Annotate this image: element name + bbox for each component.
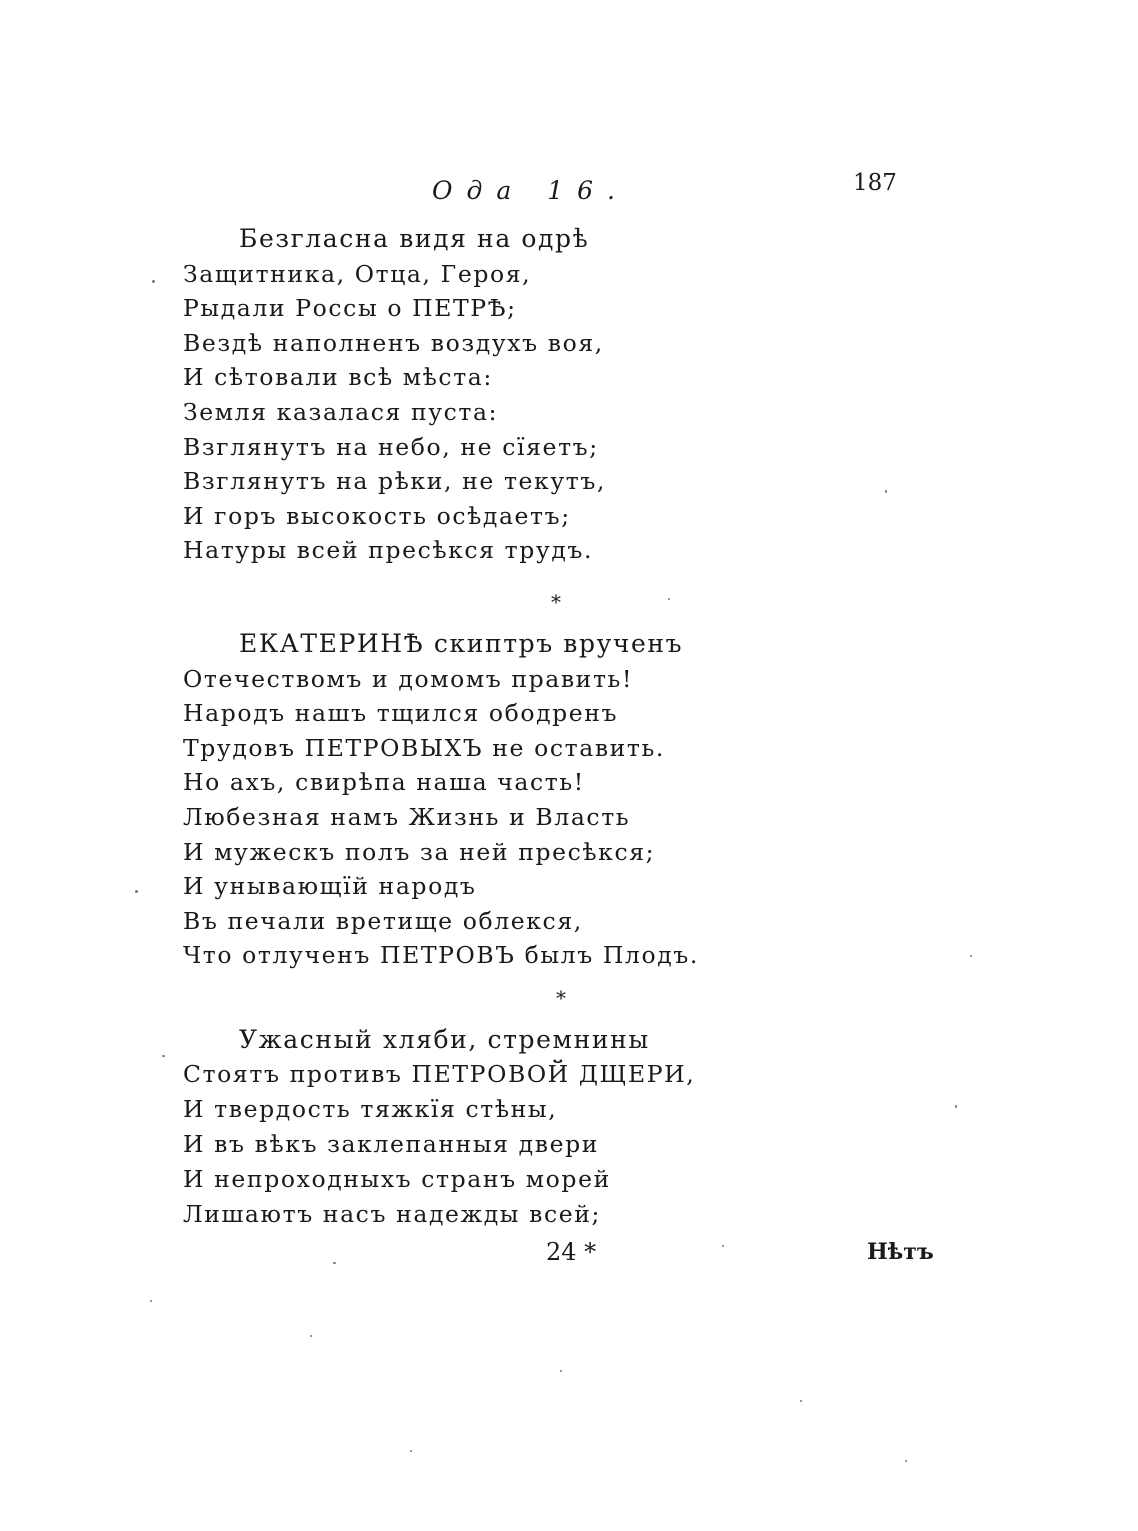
scan-speck <box>970 955 972 957</box>
stanza-separator: * <box>556 986 566 1010</box>
verse-line: Рыдали Россы о ПЕТРѢ; <box>183 294 517 323</box>
verse-line: И твердость тяжкїя стѣны, <box>183 1095 558 1123</box>
stanza-3 <box>183 1022 743 1232</box>
stanza-2 <box>183 627 743 973</box>
scan-speck <box>333 1262 336 1264</box>
scan-speck <box>310 1335 312 1337</box>
verse-line: Ужасный хляби, стремнины <box>239 1025 650 1054</box>
verse-line: Въ печали вретище облекся, <box>183 906 583 935</box>
page-number: 187 <box>853 170 897 196</box>
verse-line: Отечествомъ и домомъ править! <box>183 664 633 693</box>
verse-line: Трудовъ ПЕТРОВЫХЪ не оставить. <box>183 733 665 762</box>
verse-line: Любезная намъ Жизнь и Власть <box>183 802 631 831</box>
scan-speck <box>150 1300 152 1302</box>
verse-line: И унывающїй народъ <box>183 872 477 901</box>
scan-speck <box>152 280 155 283</box>
stanza-separator: * <box>551 590 561 614</box>
scan-speck <box>560 1370 562 1372</box>
verse-line: Безгласна видя на одрѣ <box>239 224 590 253</box>
scan-speck <box>135 890 138 893</box>
verse-line: Лишаютъ насъ надежды всей; <box>183 1200 602 1228</box>
scan-speck <box>885 490 887 493</box>
scan-speck <box>668 598 670 600</box>
catchword: Нѣтъ <box>867 1239 934 1265</box>
scan-speck <box>722 1245 724 1247</box>
verse-line: Взглянутъ на небо, не сїяетъ; <box>183 432 599 461</box>
verse-line: Взглянутъ на рѣки, не текутъ, <box>183 467 606 496</box>
scan-speck <box>410 1450 412 1452</box>
signature-mark: 24 * <box>546 1238 597 1266</box>
verse-line: Натуры всей пресѣкся трудъ. <box>183 536 594 565</box>
verse-line: Народъ нашъ тщился ободренъ <box>183 699 619 728</box>
verse-line: ЕКАТЕРИНѢ скиптръ врученъ <box>239 629 684 658</box>
verse-line: Что отлученъ ПЕТРОВЪ былъ Плодъ. <box>183 941 699 970</box>
verse-line: И въ вѣкъ заклепанныя двери <box>183 1130 599 1158</box>
scan-speck <box>800 1400 802 1402</box>
verse-line: Вездѣ наполненъ воздухъ воя, <box>183 328 604 357</box>
verse-line: Защитника, Отца, Героя, <box>183 259 532 288</box>
verse-line: И непроходныхъ странъ морей <box>183 1165 611 1193</box>
verse-line: И горъ высокость осѣдаетъ; <box>183 501 571 530</box>
verse-line: Но ахъ, свирѣпа наша часть! <box>183 768 585 797</box>
ode-title: Ода 16. <box>432 176 629 205</box>
scan-speck <box>905 1460 907 1462</box>
verse-line: И сѣтовали всѣ мѣста: <box>183 363 493 392</box>
verse-line: Стоятъ противъ ПЕТРОВОЙ ДЩЕРИ, <box>183 1060 696 1088</box>
verse-line: Земля казалася пуста: <box>183 397 499 426</box>
verse-line: И мужескъ полъ за ней пресѣкся; <box>183 837 656 866</box>
scan-speck <box>162 1055 165 1057</box>
stanza-1 <box>183 222 743 568</box>
scan-speck <box>955 1105 957 1108</box>
